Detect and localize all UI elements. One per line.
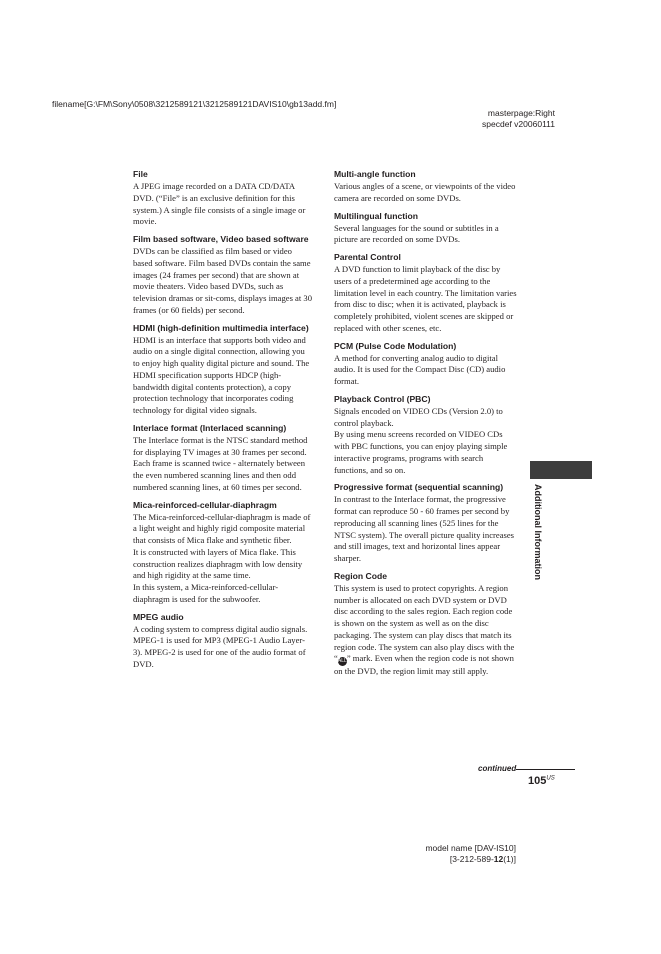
section-tab-bar [530,461,592,479]
glossary-definition [334,223,517,247]
filename-header: filename[G:\FM\Sony\0508\3212589121\3212589121DAVIS10\gb13add.fm] [52,99,337,109]
glossary-definition [334,583,517,678]
glossary-term: Multi-angle function [334,169,416,179]
definition-paragraph: A method for converting analog audio to digital audio. It is used for the Compact Disc (CD) audio format. [334,352,506,386]
glossary-term: HDMI (high-definition multimedia interface) [133,322,309,333]
definition-paragraph: By using menu screens recorded on VIDEO CDs with PBC functions, you can enjoy playing simple interactive programs, programs with search functions, and so on. [334,429,508,475]
page-number [528,775,555,787]
glossary-definition [334,494,517,565]
glossary-term: Mica-reinforced-cellular-diaphragm [133,499,277,510]
definition-paragraph: Signals encoded on VIDEO CDs (Version 2.0) to control playback. [334,405,503,428]
continued-rule [516,769,575,770]
glossary-definition [133,335,313,417]
glossary-entry-region-code [334,571,517,678]
glossary-term: Film based software, Video based software [133,234,309,244]
model-code [450,854,516,864]
specdef-header: specdef v20060111 [482,119,555,129]
definition-paragraph: The Interlace format is the NTSC standard method for displaying TV images at 30 frames per second. Each frame is scanned twice - alternately between the even numbered scanning lines and then odd numbered scanning lines, at 60 times per second. [133,434,308,492]
glossary-definition [334,406,517,477]
glossary-definition [334,264,517,335]
definition-paragraph: A JPEG image recorded on a DATA CD/DATA DVD. (“File” is an exclusive definition for this system.) A single file consists of a single image or movie. [133,181,306,227]
definition-paragraph: In this system, a Mica-reinforced-cellular-diaphragm is used for the subwoofer. [133,582,279,604]
definition-paragraph: HDMI is an interface that supports both video and audio on a single digital connection, allowing you to enjoy high quality digital picture and sound. The HDMI specification supports HDCP (high-bandwidth digital contents protection), a copy protection technology that incorporates coding technology for digital video signals. [133,334,310,415]
section-tab-label: Additional Information [533,484,543,580]
glossary-entry [133,423,313,494]
glossary-column-right [334,169,517,684]
glossary-entry [334,394,517,477]
glossary-entry [133,500,313,606]
glossary-entry [334,341,517,388]
glossary-term: PCM (Pulse Code Modulation) [334,340,457,351]
glossary-entry [334,252,517,335]
glossary-term: Progressive format (sequential scanning) [334,482,504,493]
model-code-bold: 12 [493,854,504,864]
definition-paragraph: In contrast to the Interlace format, the progressive format can reproduce 50 - 60 frames per second by reproducing all scanning lines (525 lines for the NTSC system). The overall picture quality increases and still images, text and horizontal lines appear sharper. [334,494,515,563]
glossary-entry [133,612,313,671]
glossary-term: Interlace format (Interlaced scanning) [133,422,287,433]
glossary-term: Region Code [334,570,387,581]
model-code-prefix: [3-212-589- [449,854,494,864]
definition-paragraph: DVDs can be classified as film based or video based software. Film based DVDs contain the same images (24 frames per second) that are shown at movie theaters. Video based DVDs, such as television dramas or sit-coms, displays images at 30 frames (or 60 fields) per second. [133,246,313,315]
definition-paragraph: The Mica-reinforced-cellular-diaphragm is made of a light weight and highly rigid composite material that consists of Mica flake and synthetic fiber. [133,511,311,545]
definition-paragraph: A DVD function to limit playback of the disc by users of a predetermined age according to the limitation level in each country. The limitation varies from disc to disc; when it is activated, playback is completely prohibited, violent scenes are skipped or replaced with other scenes, etc. [334,264,517,333]
model-code-suffix: (1)] [503,854,516,864]
glossary-entry [334,482,517,565]
glossary-term: Multilingual function [334,210,419,221]
definition-paragraph: A coding system to compress digital audio signals. MPEG-1 is used for MP3 (MPEG-1 Audio Layer-3). MPEG-2 is used for one of the audio format of DVD. [133,623,308,669]
continued-label: continued [478,764,517,773]
glossary-definition [133,435,313,494]
model-name: model name [DAV-IS10] [425,843,516,853]
glossary-entry [133,169,313,228]
definition-paragraph: It is constructed with layers of Mica flake. This construction realizes diaphragm with low density and high rigidity at the same time. [133,546,303,581]
region-text-after: ” mark. Even when the region code is not shown on the DVD, the region limit may still apply. [334,653,514,677]
masterpage-header: masterpage:Right [487,108,555,118]
glossary-entry [133,323,313,417]
glossary-definition [133,512,313,606]
glossary-entry [334,211,517,247]
glossary-term: Playback Control (PBC) [334,393,431,404]
glossary-term: MPEG audio [133,611,184,622]
region-all-mark-icon: ALL [337,658,347,665]
glossary-definition [334,353,517,388]
glossary-definition [133,181,313,228]
definition-paragraph: Various angles of a scene, or viewpoints of the video camera are recorded on some DVDs. [334,181,516,203]
right-entries [334,169,517,565]
glossary-column-left [133,169,313,677]
definition-paragraph: Several languages for the sound or subtitles in a picture are recorded on some DVDs. [334,222,499,245]
glossary-entry [133,234,313,317]
glossary-term: Parental Control [334,252,401,262]
glossary-entry [334,169,517,205]
glossary-definition [334,181,517,205]
region-text-before: This system is used to protect copyrights. A region number is allocated on each DVD system or DVD disc according to the sales region. Each region code is shown on the system as well as on the disc packaging. The system can play discs that match its region code. The system can also play discs with the “ [334,582,515,664]
glossary-term: File [133,169,148,179]
glossary-definition [133,624,313,671]
page-number-suffix: US [546,775,555,782]
glossary-definition [133,246,313,317]
page-number-value: 105 [528,775,547,787]
